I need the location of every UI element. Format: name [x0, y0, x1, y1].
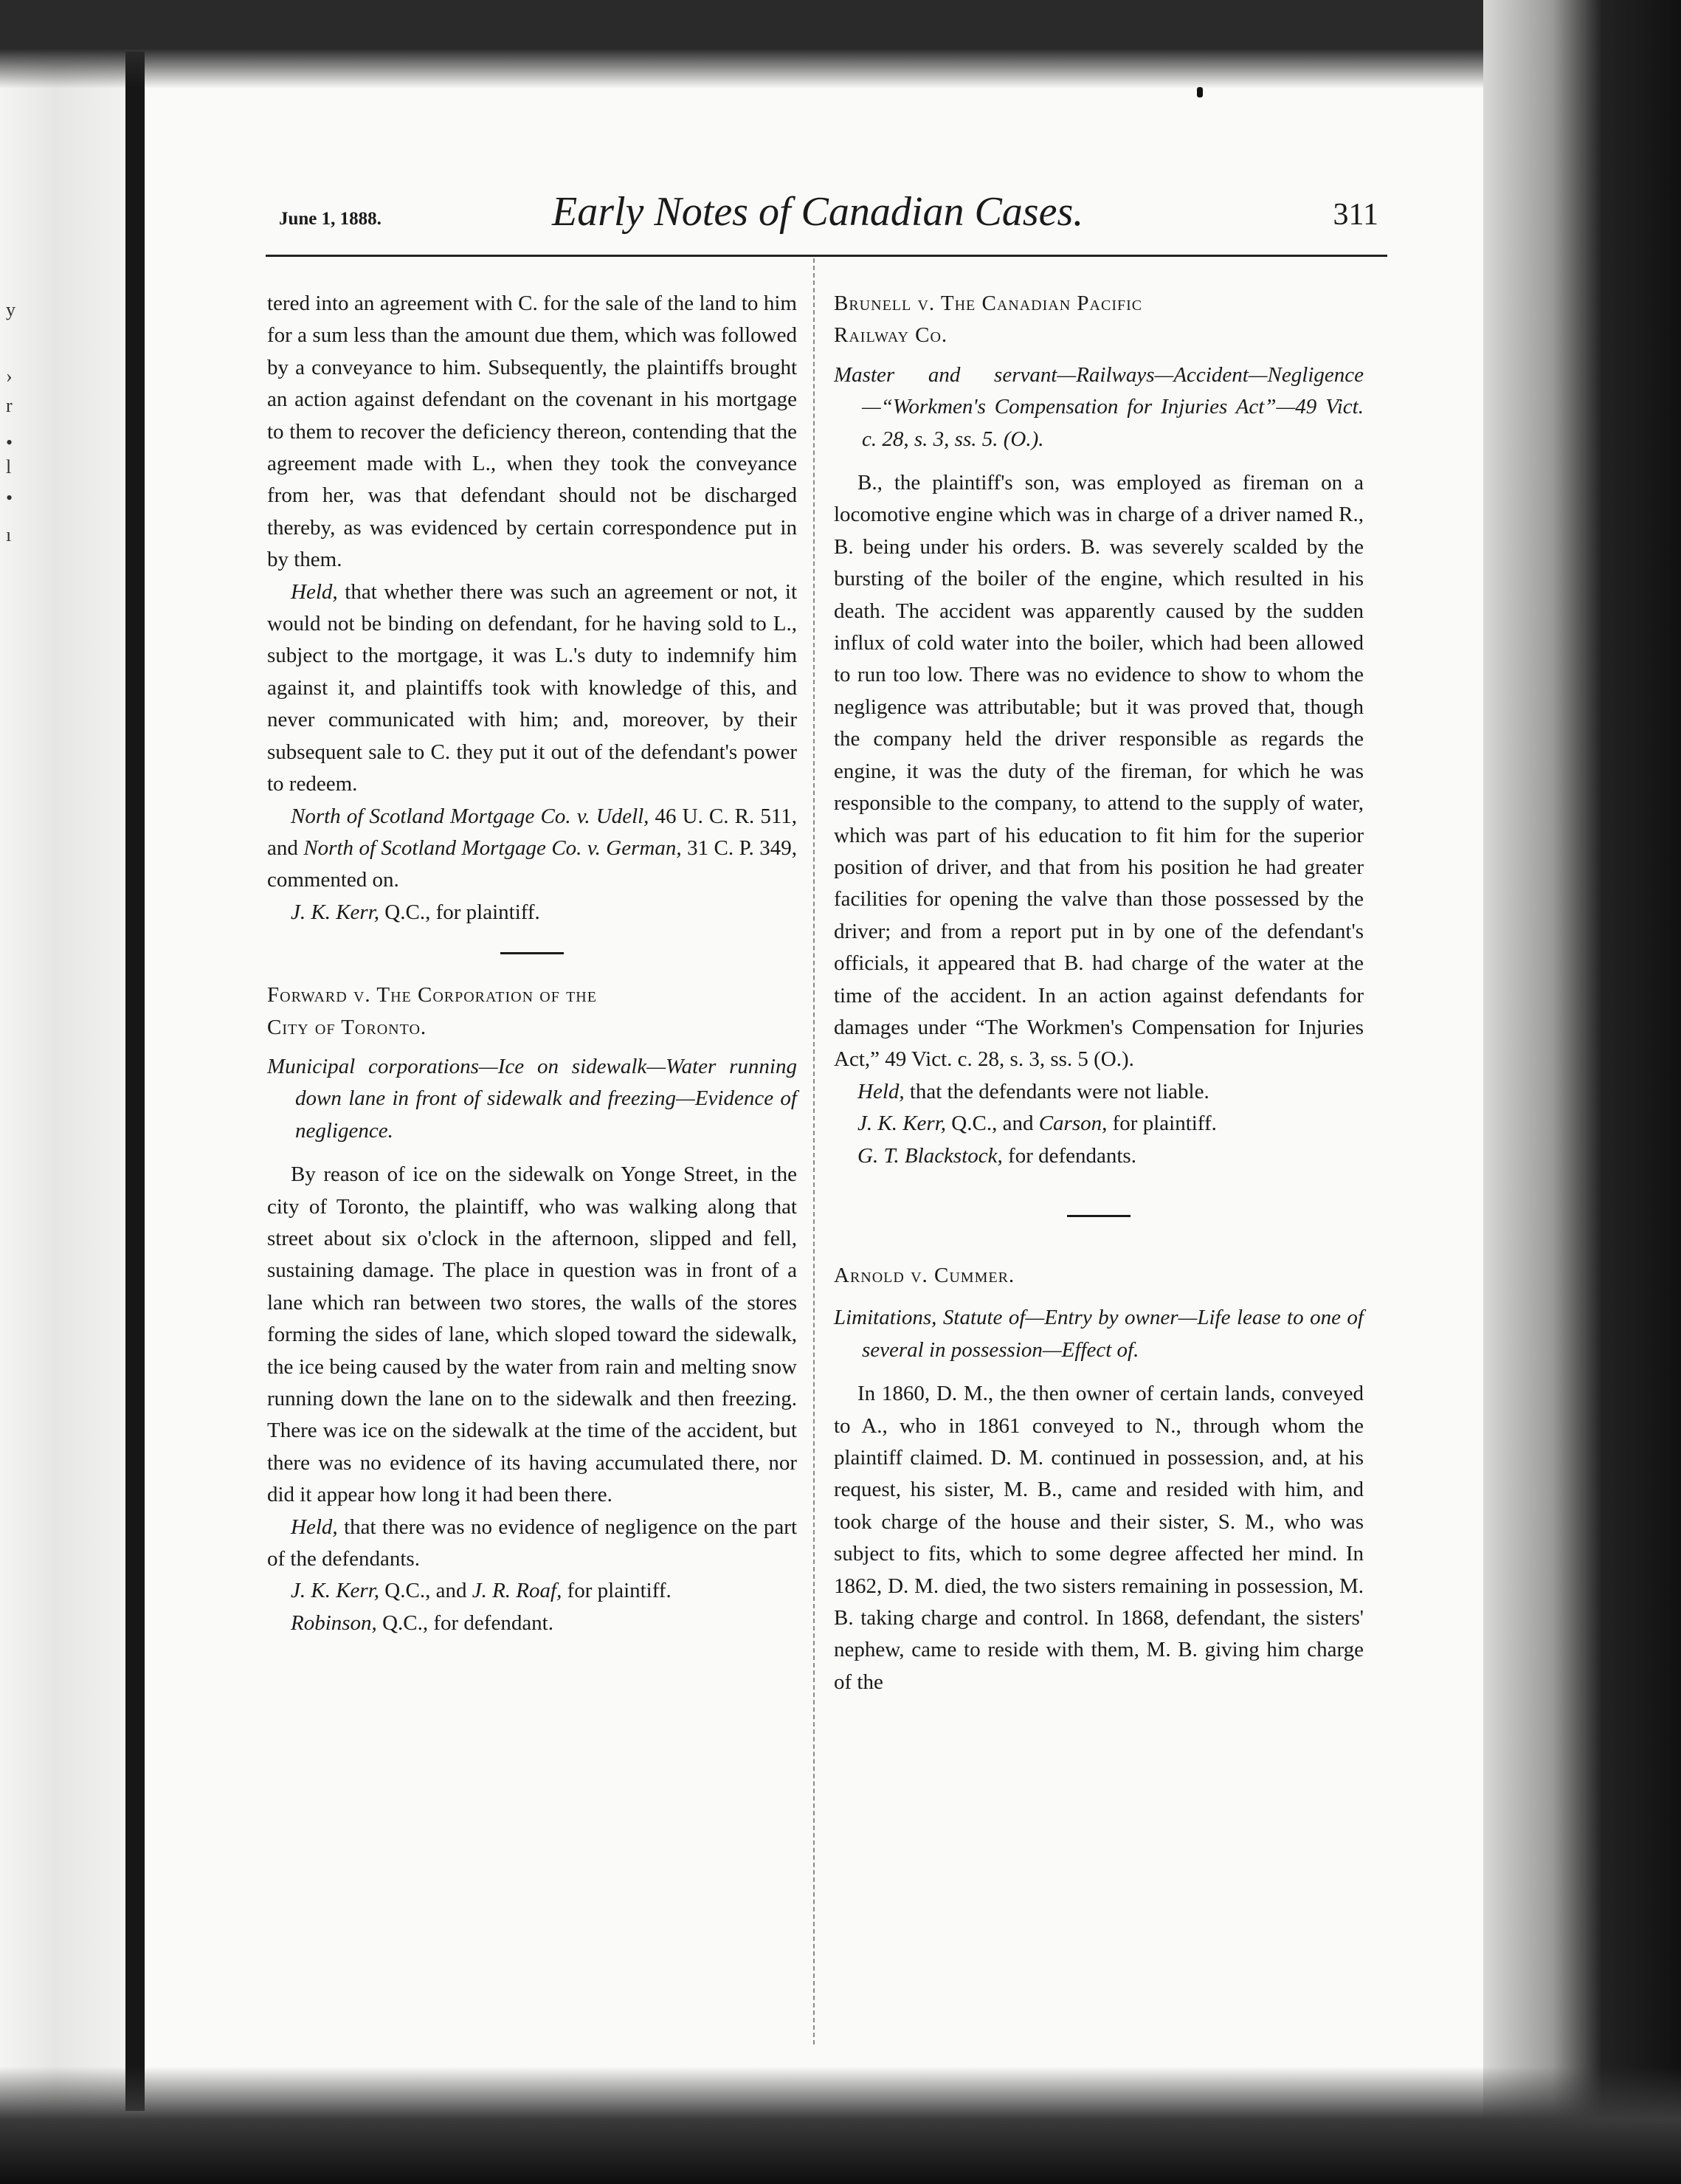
held-text: that the defendants were not liable. — [904, 1079, 1209, 1103]
paragraph: tered into an agreement with C. for the sale of the land to him for a sum less than the amount due them, which was followed by a conveyance to him. Subsequently, the plaintiffs brought an action against defendant on the covenant in his mortgage to them to recover the deficiency thereon, contending that the agreement made with L., when they took the conveyance from her, was that defendant should not be discharged thereby, as was evidenced by certain correspondence put in by them. — [267, 292, 797, 572]
case-headnote: Municipal corporations—Ice on sidewalk—Water running down lane in front of sidewalk and freezing—Evidence of negligence. — [267, 1054, 797, 1143]
counsel-name: J. K. Kerr, — [857, 1112, 947, 1136]
header-rule — [266, 255, 1387, 257]
held-text: that there was no evidence of negligence on the part of the defendants. — [267, 1515, 797, 1571]
case-headnote: Master and servant—Railways—Accident—Negligence—“Workmen's Compensation for Injuries Act”—49 Vict. c. 28, s. 3, ss. 5. (O.). — [834, 362, 1364, 451]
margin-mark: › — [6, 365, 13, 387]
counsel-name: J. R. Roaf, — [472, 1579, 562, 1603]
case-title: City of Toronto. — [267, 1015, 427, 1039]
counsel-role: for defendants. — [1002, 1143, 1136, 1168]
header-date: June 1, 1888. — [279, 209, 382, 229]
margin-mark: • — [6, 487, 13, 509]
page-number: 311 — [1333, 198, 1378, 232]
counsel-name: Robinson, — [291, 1611, 377, 1635]
counsel-line — [267, 1608, 797, 1639]
left-column — [267, 288, 797, 1639]
paragraph: B., the plaintiff's son, was employed as fireman on a locomotive engine which was in charge of a driver named R., B. being under his orders. B. was severely scalded by the bursting of the boiler of the engine, which resulted in his death. The accident was apparently caused by the sudden influx of cold water into the boiler, which had been allowed to run too low. There was no evidence to show to whom the negligence was attributable; but it was proved that, though the company held the driver responsible as regards the engine, it was the duty of the fireman, for which he was responsible to the company, to attend to the supply of water, which was part of his education to fit him for the superior position of driver, and that from his position he had greater facilities for opening the valve than those possessed by the driver; and from a report put in by one of the defendant's officials, it appeared that B. had charge of the water at the time of the accident. In an action against defendants for damages under “The Workmen's Compensation for Injuries Act,” 49 Vict. c. 28, s. 3, ss. 5 (O.). — [834, 471, 1364, 1072]
case-headnote: Limitations, Statute of—Entry by owner—Life lease to one of several in possession—Effect of. — [834, 1306, 1364, 1362]
held-text: that whether there was such an agreement or not, it would not be binding on defendant, for he having sold to L., subject to the mortgage, it was L.'s duty to indemnify him against it, and plaintiffs took with knowledge of this, and never communicated with him; and, moreover, by their subsequent sale to C. they put it out of the defendant's power to redeem. — [267, 579, 797, 796]
counsel-line — [834, 1108, 1364, 1140]
citation-text: 31 C. P. 349, commented on. — [267, 836, 797, 892]
case-citation: North of Scotland Mortgage Co. v. German, — [303, 836, 682, 860]
case-title: Forward v. The Corporation of the — [267, 983, 597, 1007]
counsel-line — [267, 897, 797, 929]
paragraph: By reason of ice on the sidewalk on Yonge Street, in the city of Toronto, the plaintiff, who was walking along that street about six o'clock in the afternoon, slipped and fell, sustaining damage. The place in question was in front of a lane which ran between two stores, the walls of the stores forming the sides of lane, which sloped toward the sidewalk, the ice being caused by the water from rain and melting snow running down the lane on to the sidewalk and then freezing. There was ice on the sidewalk at the time of the accident, but there was no evidence of its having accumulated there, nor did it appear how long it had been there. — [267, 1162, 797, 1507]
margin-mark: r — [6, 395, 13, 416]
counsel-role: for plaintiff. — [562, 1579, 672, 1603]
counsel-role: Q.C., and — [379, 1579, 472, 1603]
case-citation: North of Scotland Mortgage Co. v. Udell, — [291, 804, 649, 828]
margin-mark: l — [6, 456, 12, 478]
counsel-name: J. K. Kerr, — [291, 900, 380, 924]
scan-right-edge — [1483, 0, 1681, 2184]
counsel-role: Q.C., and — [946, 1112, 1039, 1136]
held-label: Held, — [857, 1079, 905, 1103]
margin-mark: y — [6, 299, 15, 320]
held-paragraph — [267, 1512, 797, 1576]
counsel-role: for plaintiff. — [1107, 1112, 1217, 1136]
case-title: Railway Co. — [834, 323, 948, 348]
counsel-line — [834, 1140, 1364, 1172]
counsel-role: Q.C., for plaintiff. — [379, 900, 540, 924]
counsel-line — [267, 1575, 797, 1607]
citation-text: 46 U. C. R. 511, and — [267, 804, 797, 860]
counsel-name: J. K. Kerr, — [291, 1579, 380, 1603]
counsel-name: G. T. Blackstock, — [857, 1143, 1003, 1168]
book-spine-shadow — [125, 52, 145, 2111]
case-title: Arnold v. Cummer. — [834, 1263, 1015, 1287]
scan-top-shadow — [0, 0, 1681, 89]
running-header — [279, 188, 1378, 240]
citation-paragraph — [267, 801, 797, 897]
column-divider — [813, 258, 815, 2045]
counsel-role: Q.C., for defendant. — [376, 1611, 553, 1635]
held-paragraph — [834, 1076, 1364, 1108]
held-paragraph — [267, 576, 797, 801]
scan-left-margin — [0, 0, 140, 2184]
margin-mark: • — [6, 432, 13, 453]
ink-speck — [1197, 87, 1203, 97]
scan-bottom-shadow — [0, 2067, 1681, 2184]
held-label: Held, — [291, 1515, 338, 1539]
counsel-name: Carson, — [1038, 1112, 1108, 1136]
margin-mark: ı — [6, 524, 12, 545]
right-column — [834, 288, 1364, 1698]
paragraph: In 1860, D. M., the then owner of certain lands, conveyed to A., who in 1861 conveyed to N., through whom the plaintiff claimed. D. M. continued in possession, and, at his request, his sister, M. B., came and resided with him, and took charge of the house and their sister, S. M., who was subject to fits, which to some degree affected her mind. In 1862, D. M. died, the two sisters remaining in possession, M. B. taking charge and control. In 1868, defendant, the sisters' nephew, came to reside with them, M. B. giving him charge of the — [834, 1382, 1364, 1694]
held-label: Held, — [291, 579, 338, 604]
header-title: Early Notes of Canadian Cases. — [552, 189, 1084, 235]
case-title: Brunell v. The Canadian Pacific — [834, 292, 1143, 315]
